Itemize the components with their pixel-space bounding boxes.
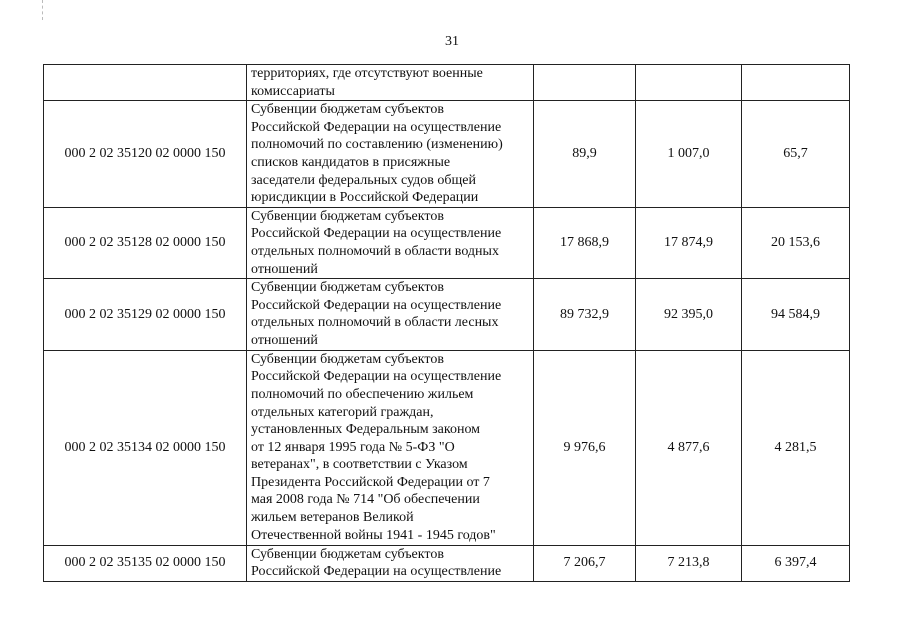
description-line: Президента Российской Федерации от 7	[251, 474, 490, 490]
description-line: от 12 января 1995 года № 5-ФЗ "О	[251, 439, 455, 455]
description-cell	[247, 350, 534, 545]
description-line: Субвенции бюджетам субъектов	[251, 351, 444, 367]
table-row	[44, 545, 850, 581]
budget-code-cell: 000 2 02 35135 02 0000 150	[44, 545, 247, 581]
page-number: 31	[445, 34, 459, 49]
amount-cell-year-2: 92 395,0	[636, 279, 742, 350]
description-cell	[247, 65, 534, 101]
description-line: заседатели федеральных судов общей	[251, 172, 476, 188]
description-cell	[247, 279, 534, 350]
budget-code-cell: 000 2 02 35129 02 0000 150	[44, 279, 247, 350]
description-line: Субвенции бюджетам субъектов	[251, 102, 444, 118]
amount-cell-year-1: 7 206,7	[534, 545, 636, 581]
scan-artifact-mark	[42, 0, 44, 20]
description-line: отношений	[251, 332, 318, 348]
description-line: Российской Федерации на осуществление	[251, 297, 502, 313]
table-row	[44, 279, 850, 350]
budget-code-cell: 000 2 02 35128 02 0000 150	[44, 207, 247, 278]
description-line: юрисдикции в Российской Федерации	[251, 190, 479, 206]
description-line: Субвенции бюджетам субъектов	[251, 546, 444, 562]
description-line: Субвенции бюджетам субъектов	[251, 208, 444, 224]
amount-cell-year-3: 4 281,5	[742, 350, 850, 545]
description-line: установленных Федеральным законом	[251, 422, 481, 438]
table-body	[44, 65, 850, 582]
description-line: территориях, где отсутствуют военные	[251, 66, 483, 81]
amount-cell-year-1: 89,9	[534, 101, 636, 208]
amount-cell-year-2: 4 877,6	[636, 350, 742, 545]
amount-cell-year-2: 7 213,8	[636, 545, 742, 581]
amount-cell-year-1: 9 976,6	[534, 350, 636, 545]
description-line: комиссариаты	[251, 83, 335, 99]
description-cell	[247, 545, 534, 581]
description-line: Российской Федерации на осуществление	[251, 369, 502, 385]
description-line: Российской Федерации на осуществление	[251, 564, 502, 580]
description-line: полномочий по обеспечению жильем	[251, 386, 474, 402]
description-line: отдельных полномочий в области лесных	[251, 315, 499, 331]
amount-cell-year-3: 94 584,9	[742, 279, 850, 350]
description-line: жильем ветеранов Великой	[251, 510, 414, 526]
amount-cell-year-1: 89 732,9	[534, 279, 636, 350]
description-line: полномочий по составлению (изменению)	[251, 137, 503, 153]
amount-cell-year-3	[742, 65, 850, 101]
description-line: Отечественной войны 1941 - 1945 годов"	[251, 527, 496, 543]
amount-cell-year-1: 17 868,9	[534, 207, 636, 278]
description-line: отдельных категорий граждан,	[251, 404, 434, 420]
description-line: списков кандидатов в присяжные	[251, 154, 451, 170]
budget-code-cell: 000 2 02 35120 02 0000 150	[44, 101, 247, 208]
description-line: Российской Федерации на осуществление	[251, 119, 502, 135]
budget-code-cell	[44, 65, 247, 101]
amount-cell-year-3: 65,7	[742, 101, 850, 208]
amount-cell-year-2	[636, 65, 742, 101]
table-row	[44, 207, 850, 278]
table-row	[44, 101, 850, 208]
description-line: отдельных полномочий в области водных	[251, 243, 499, 259]
amount-cell-year-2: 17 874,9	[636, 207, 742, 278]
description-line: мая 2008 года № 714 "Об обеспечении	[251, 492, 480, 508]
description-line: Субвенции бюджетам субъектов	[251, 280, 444, 296]
amount-cell-year-1	[534, 65, 636, 101]
description-cell	[247, 207, 534, 278]
amount-cell-year-3: 6 397,4	[742, 545, 850, 581]
table-row	[44, 350, 850, 545]
amount-cell-year-2: 1 007,0	[636, 101, 742, 208]
budget-code-cell: 000 2 02 35134 02 0000 150	[44, 350, 247, 545]
description-line: ветеранах", в соответствии с Указом	[251, 457, 468, 473]
description-line: Российской Федерации на осуществление	[251, 226, 502, 242]
description-line: отношений	[251, 261, 318, 277]
amount-cell-year-3: 20 153,6	[742, 207, 850, 278]
description-cell	[247, 101, 534, 208]
table-row	[44, 65, 850, 101]
budget-table	[43, 64, 850, 582]
